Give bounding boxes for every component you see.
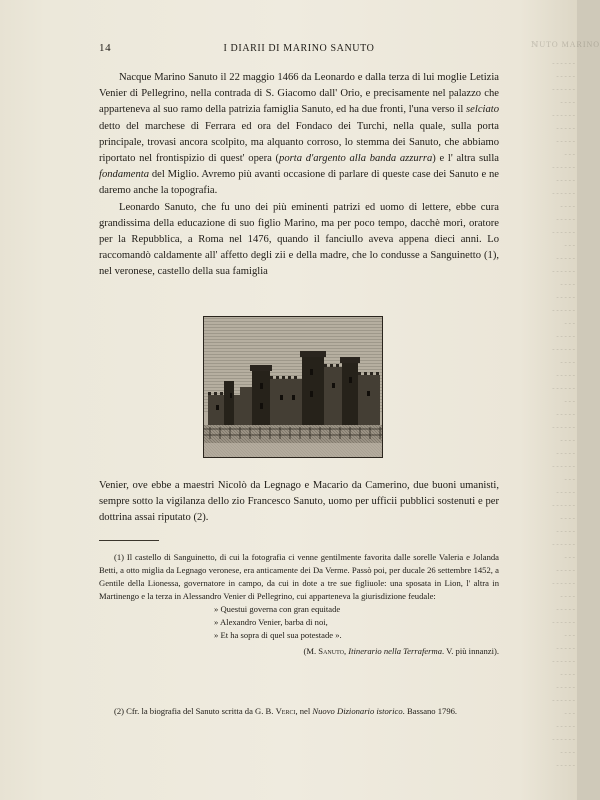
italic-term: selciato [466,104,499,116]
citation-author: Verci [275,706,296,716]
text-run: Nacque Marino Sanuto il 22 maggio 1466 da Leonardo e dalla terza di lui moglie Letizia Venier di Pellegrino, nella contrada di S. Giacomo dall' Orio, e precisamente nel palazzo che apparteneva al suo ramo della patrizia famiglia Sanuto, ed ha due fronti, l'una verso il [99,72,499,116]
footnote-1 [99,551,499,658]
paragraph-leonardo: Leonardo Sanuto, che fu uno dei più eminenti patrizi ed uomo di lettere, ebbe cura grandissima della educazione di suo figlio Marino, ma per poco tempo, dacchè morì, oratore per la Repubblica, a Roma nel 1476, quando il fanciullo aveva appena dieci anni. Lo raccomandò caldamente all' affetto degli zii e della madre, che lo condusse a Sanguinetto (1), nel veronese, castello della sua famiglia [99,201,499,278]
page-header [99,42,499,56]
footnote-1-text: (1) Il castello di Sanguinetto, di cui la fotografia ci venne gentilmente favorita dalle sorelle Valeria e Jolanda Betti, a otto miglia da Legnago veronese, era anticamente dei Da Verme. Passò poi, per ducale 26 settembre 1452, a Gentile della Lionessa, governatore in campo, da cui in dote a tre sue figliuole: una sposata in Lion, l' altra in Martinengo e la terza in Alessandro Venier di Pellegrino, cui apparteneva la giurisdizione feudale: [99,552,499,601]
text-run: (M. [303,646,319,656]
citation-title: Nuovo Dizionario istorico [312,706,403,716]
footnote-verse-line: » Questui governa con gran equitade [214,604,341,614]
text-run: . Bassano 1796. [402,706,458,716]
castle-illustration [204,317,382,457]
footnote-2 [99,705,499,718]
italic-term: fondamenta [99,169,150,181]
main-text-upper [99,70,499,281]
text-run: , nel [295,706,313,716]
running-title: I DIARII DI MARINO SANUTO [223,43,375,54]
footnote-2-text [99,705,499,718]
citation-author: Sanuto [318,646,344,656]
footnote-verse-line: » Et ha sopra di quel sua potestade ». [214,630,342,640]
text-run: del Miglio. Avremo più avanti occasione di parlare di queste case dei Sanuto e ne daremo anche la topografia. [99,169,499,197]
main-text-lower [99,478,499,527]
paragraph-birth [99,70,499,200]
footnote-citation [99,645,499,658]
paragraph-venier: Venier, ove ebbe a maestri Nicolò da Legnago e Macario da Camerino, due buoni umanisti, sempre sotto la vigilanza dello zio Francesco Sanuto, uomo per ufficii pubblici sostenuti e per dottrina assai riputato (2). [99,480,499,524]
footnote-separator [99,540,159,541]
citation-title: Itinerario nella Terraferma [348,646,443,656]
text-run: detto del marchese di Ferrara ed ora del Fondaco dei Turchi, nella quale, sulla porta principale, trovasi ancora scolpito, ma alquanto corroso, lo stemma dei Sanuto, che abbiamo riportato nel frontispizio di quest' opera ( [99,120,499,165]
text-run: . V. più innanzi). [442,646,499,656]
facing-page-bleed-through: ℕUTO MARINO ‑ ‑ ‑ ‑ ‑ ‑ ‑ ‑ ‑ ‑ ‑ ‑ ‑ ‑ ‑ ‑ ‑ ‑ ‑ ‑ ‑ ‑ ‑ ‑ ‑ ‑ ‑ ‑ ‑ ‑ ‑ ‑ ‑ ‑ ‑ ‑ ‑ ‑ ‑ ‑ ‑ ‑ ‑ ‑ ‑ ‑ ‑ ‑ ‑ ‑ ‑ ‑ ‑ ‑ ‑ ‑ ‑ ‑ ‑ ‑ ‑ ‑ ‑ ‑ ‑ ‑ ‑ ‑ ‑ ‑ ‑ ‑ ‑ ‑ ‑ ‑ ‑ ‑ ‑ ‑ ‑ ‑ ‑ ‑ ‑ ‑ ‑ ‑ ‑ ‑ ‑ ‑ ‑ ‑ ‑ ‑ ‑ ‑ ‑ ‑ ‑ ‑ ‑ ‑ ‑ ‑ ‑ ‑ ‑ ‑ ‑ ‑ ‑ ‑ ‑ ‑ ‑ ‑ ‑ ‑ ‑ ‑ ‑ ‑ ‑ ‑ ‑ ‑ ‑ ‑ ‑ ‑ ‑ ‑ ‑ ‑ ‑ ‑ ‑ ‑ ‑ ‑ ‑ ‑ ‑ ‑ ‑ ‑ ‑ ‑ ‑ ‑ ‑ ‑ ‑ ‑ ‑ ‑ ‑ ‑ ‑ ‑ ‑ ‑ ‑ ‑ ‑ ‑ ‑ ‑ ‑ ‑ ‑ ‑ ‑ ‑ ‑ ‑ ‑ ‑ ‑ ‑ ‑ ‑ ‑ ‑ ‑ ‑ ‑ ‑ ‑ ‑ ‑ ‑ ‑ ‑ ‑ ‑ ‑ ‑ ‑ ‑ ‑ ‑ ‑ ‑ ‑ ‑ ‑ ‑ ‑ ‑ ‑ ‑ ‑ ‑ ‑ ‑ ‑ ‑ ‑ ‑ ‑ ‑ ‑ ‑ ‑ ‑ ‑ ‑ ‑ ‑ ‑ ‑ ‑ ‑ ‑ ‑ ‑ ‑ ‑ ‑ ‑ ‑ ‑ ‑ ‑ ‑ ‑ ‑ ‑ ‑ ‑ ‑ ‑ ‑ ‑ ‑ ‑ ‑ ‑ ‑ ‑ ‑ ‑ ‑ ‑ ‑ ‑ [531,40,600,769]
page-number: 14 [99,42,112,54]
text-run: (2) Cfr. la biografia del Sanuto scritta da G. B. [114,706,276,716]
castle-photograph [203,316,383,458]
text-run: ) e l' altra sulla [432,153,499,165]
text-run: , [343,646,349,656]
footnote-verse-line: » Alexandro Venier, barba di noi, [214,617,328,627]
italic-term: porta d'argento alla banda azzurra [279,153,433,165]
